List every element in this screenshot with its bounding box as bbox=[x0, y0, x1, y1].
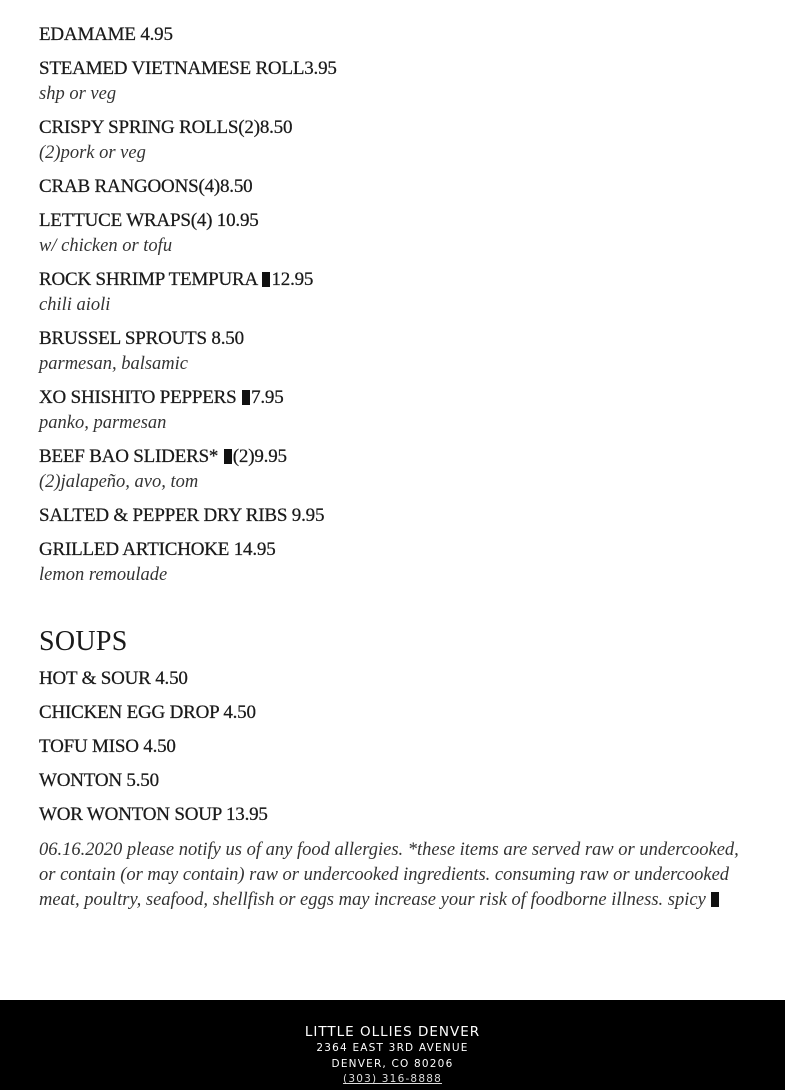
item-name-text: XO SHISHITO PEPPERS bbox=[39, 387, 242, 408]
spicy-icon bbox=[242, 390, 250, 405]
item-name: TOFU MISO 4.50 bbox=[39, 736, 176, 757]
item-name: BRUSSEL SPROUTS 8.50 bbox=[39, 328, 244, 349]
menu-item-grilled-artichoke bbox=[39, 539, 754, 586]
address-line-1: 2364 EAST 3RD AVENUE bbox=[316, 1042, 469, 1054]
soup-item bbox=[39, 770, 754, 792]
item-name bbox=[39, 446, 754, 468]
item-description: (2)pork or veg bbox=[39, 143, 146, 163]
item-name-text: BEEF BAO SLIDERS* bbox=[39, 446, 223, 467]
allergy-footnote bbox=[39, 838, 751, 913]
item-name: SALTED & PEPPER DRY RIBS 9.95 bbox=[39, 505, 325, 526]
address-line-2: DENVER, CO 80206 bbox=[331, 1057, 454, 1070]
menu-item-rock-shrimp bbox=[39, 269, 754, 316]
menu-item-crab-rangoons bbox=[39, 176, 754, 198]
menu-item-bao-sliders bbox=[39, 446, 754, 493]
spicy-icon bbox=[711, 892, 719, 907]
item-name bbox=[39, 269, 754, 291]
item-price: 7.95 bbox=[251, 387, 284, 408]
phone-link[interactable]: (303) 316-8888 bbox=[343, 1073, 442, 1085]
item-description: shp or veg bbox=[39, 84, 117, 104]
item-price: (2)9.95 bbox=[232, 446, 287, 467]
item-description: w/ chicken or tofu bbox=[39, 236, 173, 256]
footnote-text: 06.16.2020 please notify us of any food allergies. *these items are served raw or undercooked, or contain (or may contain) raw or undercooked ingredients. consuming raw or undercooked meat, poultry, seafood, shellfish or eggs may increase your risk of foodborne illness. spicy bbox=[39, 840, 739, 910]
soup-item bbox=[39, 702, 754, 724]
menu-item-lettuce-wraps bbox=[39, 210, 754, 257]
item-name: WOR WONTON SOUP 13.95 bbox=[39, 804, 268, 825]
soup-item bbox=[39, 668, 754, 690]
menu-content bbox=[39, 24, 754, 913]
spicy-icon bbox=[262, 272, 270, 287]
item-name: CRISPY SPRING ROLLS(2)8.50 bbox=[39, 117, 293, 138]
menu-item-steamed-roll bbox=[39, 58, 754, 105]
item-description: (2)jalapeño, avo, tom bbox=[39, 472, 199, 492]
section-title-soups: SOUPS bbox=[39, 626, 128, 657]
item-name: GRILLED ARTICHOKE 14.95 bbox=[39, 539, 276, 560]
footer bbox=[0, 1000, 785, 1090]
item-price: 12.95 bbox=[271, 269, 314, 290]
menu-item-brussel-sprouts bbox=[39, 328, 754, 375]
item-name bbox=[39, 387, 754, 409]
menu-item-dry-ribs bbox=[39, 505, 754, 527]
item-description: chili aioli bbox=[39, 295, 111, 315]
item-name-text: ROCK SHRIMP TEMPURA bbox=[39, 269, 262, 290]
menu-item-edamame bbox=[39, 24, 754, 46]
menu-item-shishito-peppers bbox=[39, 387, 754, 434]
item-description: panko, parmesan bbox=[39, 413, 167, 433]
item-name: HOT & SOUR 4.50 bbox=[39, 668, 188, 689]
menu-item-spring-rolls bbox=[39, 117, 754, 164]
item-description: lemon remoulade bbox=[39, 565, 168, 585]
item-name: LETTUCE WRAPS(4) 10.95 bbox=[39, 210, 259, 231]
restaurant-name: LITTLE OLLIES DENVER bbox=[304, 1024, 481, 1040]
soup-item bbox=[39, 736, 754, 758]
spicy-icon bbox=[224, 449, 232, 464]
item-name: WONTON 5.50 bbox=[39, 770, 159, 791]
item-name: CHICKEN EGG DROP 4.50 bbox=[39, 702, 256, 723]
item-name: EDAMAME 4.95 bbox=[39, 24, 173, 45]
item-description: parmesan, balsamic bbox=[39, 354, 189, 374]
item-name: STEAMED VIETNAMESE ROLL3.95 bbox=[39, 58, 337, 79]
item-name: CRAB RANGOONS(4)8.50 bbox=[39, 176, 253, 197]
soup-item bbox=[39, 804, 754, 826]
